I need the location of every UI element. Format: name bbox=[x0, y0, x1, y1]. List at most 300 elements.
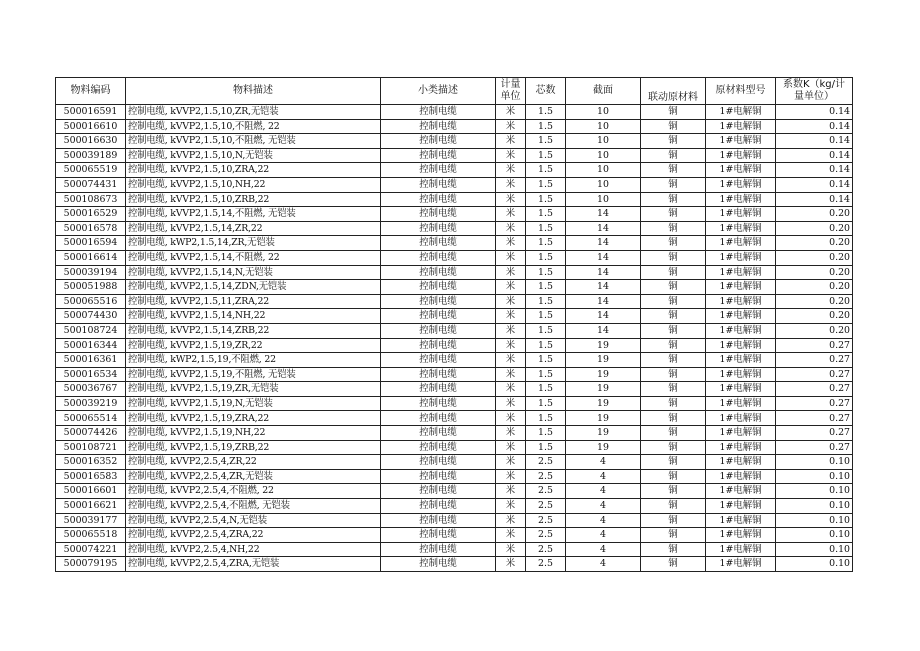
cell-section: 4 bbox=[566, 469, 641, 484]
cell-coef: 0.27 bbox=[776, 440, 853, 455]
cell-link: 铜 bbox=[641, 309, 706, 324]
cell-core: 1.5 bbox=[526, 265, 566, 280]
cell-section: 19 bbox=[566, 440, 641, 455]
cell-sub: 控制电缆 bbox=[381, 557, 496, 572]
header-row bbox=[56, 78, 853, 105]
cell-mat: 1#电解铜 bbox=[706, 323, 776, 338]
table-row bbox=[56, 382, 853, 397]
cell-code: 500074426 bbox=[56, 426, 126, 441]
cell-unit: 米 bbox=[496, 542, 526, 557]
cell-desc: 控制电缆, kVVP2,1.5,19,ZRB,22 bbox=[126, 440, 381, 455]
cell-section: 19 bbox=[566, 353, 641, 368]
cell-desc: 控制电缆, kVVP2,1.5,10,NH,22 bbox=[126, 177, 381, 192]
cell-desc: 控制电缆, kVVP2,1.5,19,ZR,无铠装 bbox=[126, 382, 381, 397]
cell-code: 500108721 bbox=[56, 440, 126, 455]
cell-sub: 控制电缆 bbox=[381, 177, 496, 192]
cell-link: 铜 bbox=[641, 367, 706, 382]
cell-code: 500016352 bbox=[56, 455, 126, 470]
cell-mat: 1#电解铜 bbox=[706, 221, 776, 236]
cell-mat: 1#电解铜 bbox=[706, 250, 776, 265]
cell-unit: 米 bbox=[496, 382, 526, 397]
table-row bbox=[56, 411, 853, 426]
cell-code: 500016529 bbox=[56, 207, 126, 222]
cell-core: 1.5 bbox=[526, 119, 566, 134]
cell-section: 19 bbox=[566, 411, 641, 426]
cell-sub: 控制电缆 bbox=[381, 353, 496, 368]
cell-mat: 1#电解铜 bbox=[706, 265, 776, 280]
cell-section: 4 bbox=[566, 484, 641, 499]
cell-desc: 控制电缆, kVVP2,1.5,14,ZRB,22 bbox=[126, 323, 381, 338]
cell-code: 500065514 bbox=[56, 411, 126, 426]
cell-link: 铜 bbox=[641, 484, 706, 499]
cell-section: 14 bbox=[566, 207, 641, 222]
cell-core: 1.5 bbox=[526, 207, 566, 222]
cell-desc: 控制电缆, kVVP2,1.5,14,不阻燃, 无铠装 bbox=[126, 207, 381, 222]
cell-mat: 1#电解铜 bbox=[706, 440, 776, 455]
cell-mat: 1#电解铜 bbox=[706, 134, 776, 149]
cell-section: 19 bbox=[566, 396, 641, 411]
table-row bbox=[56, 338, 853, 353]
table-row bbox=[56, 426, 853, 441]
cell-mat: 1#电解铜 bbox=[706, 426, 776, 441]
cell-sub: 控制电缆 bbox=[381, 455, 496, 470]
cell-unit: 米 bbox=[496, 163, 526, 178]
cell-coef: 0.14 bbox=[776, 177, 853, 192]
cell-coef: 0.10 bbox=[776, 557, 853, 572]
cell-link: 铜 bbox=[641, 148, 706, 163]
cell-core: 1.5 bbox=[526, 440, 566, 455]
cell-section: 19 bbox=[566, 382, 641, 397]
header-code: 物料编码 bbox=[56, 78, 126, 105]
table-row bbox=[56, 528, 853, 543]
cell-core: 2.5 bbox=[526, 542, 566, 557]
cell-unit: 米 bbox=[496, 134, 526, 149]
cell-desc: 控制电缆, kVVP2,1.5,10,不阻燃, 无铠装 bbox=[126, 134, 381, 149]
cell-link: 铜 bbox=[641, 411, 706, 426]
cell-unit: 米 bbox=[496, 192, 526, 207]
cell-core: 2.5 bbox=[526, 469, 566, 484]
cell-code: 500065516 bbox=[56, 294, 126, 309]
cell-sub: 控制电缆 bbox=[381, 207, 496, 222]
cell-sub: 控制电缆 bbox=[381, 309, 496, 324]
cell-code: 500065519 bbox=[56, 163, 126, 178]
cell-desc: 控制电缆, kVVP2,2.5,4,NH,22 bbox=[126, 542, 381, 557]
cell-coef: 0.27 bbox=[776, 353, 853, 368]
cell-mat: 1#电解铜 bbox=[706, 528, 776, 543]
cell-unit: 米 bbox=[496, 353, 526, 368]
cell-desc: 控制电缆, kVVP2,1.5,19,ZR,22 bbox=[126, 338, 381, 353]
cell-unit: 米 bbox=[496, 265, 526, 280]
cell-desc: 控制电缆, kVVP2,1.5,10,N,无铠装 bbox=[126, 148, 381, 163]
cell-section: 4 bbox=[566, 528, 641, 543]
cell-sub: 控制电缆 bbox=[381, 440, 496, 455]
cell-unit: 米 bbox=[496, 221, 526, 236]
cell-core: 1.5 bbox=[526, 192, 566, 207]
cell-coef: 0.10 bbox=[776, 528, 853, 543]
cell-mat: 1#电解铜 bbox=[706, 557, 776, 572]
cell-link: 铜 bbox=[641, 353, 706, 368]
cell-section: 10 bbox=[566, 119, 641, 134]
cell-unit: 米 bbox=[496, 294, 526, 309]
cell-link: 铜 bbox=[641, 250, 706, 265]
cell-coef: 0.14 bbox=[776, 119, 853, 134]
cell-link: 铜 bbox=[641, 105, 706, 120]
cell-link: 铜 bbox=[641, 396, 706, 411]
table-row bbox=[56, 396, 853, 411]
cell-coef: 0.20 bbox=[776, 221, 853, 236]
cell-coef: 0.10 bbox=[776, 469, 853, 484]
cell-mat: 1#电解铜 bbox=[706, 542, 776, 557]
cell-mat: 1#电解铜 bbox=[706, 338, 776, 353]
cell-link: 铜 bbox=[641, 323, 706, 338]
cell-core: 1.5 bbox=[526, 353, 566, 368]
cell-section: 14 bbox=[566, 323, 641, 338]
table-row bbox=[56, 484, 853, 499]
cell-link: 铜 bbox=[641, 119, 706, 134]
cell-link: 铜 bbox=[641, 134, 706, 149]
cell-coef: 0.10 bbox=[776, 484, 853, 499]
cell-desc: 控制电缆, kVVP2,1.5,19,ZRA,22 bbox=[126, 411, 381, 426]
cell-code: 500074221 bbox=[56, 542, 126, 557]
cell-sub: 控制电缆 bbox=[381, 323, 496, 338]
cell-sub: 控制电缆 bbox=[381, 236, 496, 251]
cell-mat: 1#电解铜 bbox=[706, 382, 776, 397]
cell-coef: 0.27 bbox=[776, 367, 853, 382]
cell-sub: 控制电缆 bbox=[381, 382, 496, 397]
table-row bbox=[56, 367, 853, 382]
cell-code: 500016361 bbox=[56, 353, 126, 368]
cell-unit: 米 bbox=[496, 426, 526, 441]
cell-code: 500051988 bbox=[56, 280, 126, 295]
cell-section: 10 bbox=[566, 148, 641, 163]
cell-code: 500039194 bbox=[56, 265, 126, 280]
table-row bbox=[56, 513, 853, 528]
cell-core: 1.5 bbox=[526, 221, 566, 236]
table-row bbox=[56, 192, 853, 207]
cell-coef: 0.27 bbox=[776, 396, 853, 411]
cell-link: 铜 bbox=[641, 207, 706, 222]
cell-desc: 控制电缆, kVVP2,2.5,4,ZRA,22 bbox=[126, 528, 381, 543]
cell-desc: 控制电缆, kVVP2,1.5,14,ZDN,无铠装 bbox=[126, 280, 381, 295]
cell-code: 500016344 bbox=[56, 338, 126, 353]
cell-unit: 米 bbox=[496, 236, 526, 251]
cell-unit: 米 bbox=[496, 528, 526, 543]
cell-sub: 控制电缆 bbox=[381, 426, 496, 441]
cell-core: 1.5 bbox=[526, 338, 566, 353]
cell-link: 铜 bbox=[641, 236, 706, 251]
cell-link: 铜 bbox=[641, 440, 706, 455]
cell-unit: 米 bbox=[496, 455, 526, 470]
cell-mat: 1#电解铜 bbox=[706, 484, 776, 499]
cell-mat: 1#电解铜 bbox=[706, 163, 776, 178]
cell-section: 4 bbox=[566, 499, 641, 514]
cell-sub: 控制电缆 bbox=[381, 105, 496, 120]
cell-desc: 控制电缆, kVVP2,2.5,4,N,无铠装 bbox=[126, 513, 381, 528]
cell-core: 2.5 bbox=[526, 513, 566, 528]
cell-section: 14 bbox=[566, 280, 641, 295]
cell-desc: 控制电缆, kVVP2,1.5,14,N,无铠装 bbox=[126, 265, 381, 280]
cell-unit: 米 bbox=[496, 207, 526, 222]
cell-coef: 0.20 bbox=[776, 265, 853, 280]
cell-section: 19 bbox=[566, 367, 641, 382]
cell-sub: 控制电缆 bbox=[381, 396, 496, 411]
cell-unit: 米 bbox=[496, 396, 526, 411]
cell-sub: 控制电缆 bbox=[381, 250, 496, 265]
header-section: 截面 bbox=[566, 78, 641, 105]
cell-coef: 0.14 bbox=[776, 105, 853, 120]
cell-sub: 控制电缆 bbox=[381, 163, 496, 178]
cell-code: 500016591 bbox=[56, 105, 126, 120]
header-mat: 原材料型号 bbox=[706, 78, 776, 105]
cell-code: 500016610 bbox=[56, 119, 126, 134]
cell-core: 1.5 bbox=[526, 411, 566, 426]
header-coef-label: 系数K（kg/计量单位） bbox=[782, 79, 846, 102]
header-unit bbox=[496, 78, 526, 105]
table-row bbox=[56, 455, 853, 470]
cell-code: 500039177 bbox=[56, 513, 126, 528]
cell-mat: 1#电解铜 bbox=[706, 353, 776, 368]
table-body bbox=[56, 105, 853, 572]
cell-mat: 1#电解铜 bbox=[706, 280, 776, 295]
cell-section: 4 bbox=[566, 542, 641, 557]
cell-link: 铜 bbox=[641, 163, 706, 178]
cell-unit: 米 bbox=[496, 148, 526, 163]
cell-code: 500079195 bbox=[56, 557, 126, 572]
table-row bbox=[56, 557, 853, 572]
cell-desc: 控制电缆, kVVP2,1.5,10,ZRA,22 bbox=[126, 163, 381, 178]
cell-core: 1.5 bbox=[526, 396, 566, 411]
cell-core: 1.5 bbox=[526, 280, 566, 295]
cell-desc: 控制电缆, kVVP2,1.5,19,NH,22 bbox=[126, 426, 381, 441]
cell-mat: 1#电解铜 bbox=[706, 513, 776, 528]
cell-code: 500016614 bbox=[56, 250, 126, 265]
cell-section: 14 bbox=[566, 250, 641, 265]
cell-core: 2.5 bbox=[526, 499, 566, 514]
cell-unit: 米 bbox=[496, 280, 526, 295]
cell-link: 铜 bbox=[641, 469, 706, 484]
cell-sub: 控制电缆 bbox=[381, 499, 496, 514]
cell-code: 500036767 bbox=[56, 382, 126, 397]
cell-section: 10 bbox=[566, 105, 641, 120]
cell-mat: 1#电解铜 bbox=[706, 207, 776, 222]
cell-link: 铜 bbox=[641, 542, 706, 557]
cell-desc: 控制电缆, kWP2,1.5,19,不阻燃, 22 bbox=[126, 353, 381, 368]
cell-link: 铜 bbox=[641, 265, 706, 280]
material-table bbox=[55, 77, 853, 572]
cell-coef: 0.14 bbox=[776, 148, 853, 163]
cell-sub: 控制电缆 bbox=[381, 221, 496, 236]
cell-link: 铜 bbox=[641, 192, 706, 207]
table-row bbox=[56, 221, 853, 236]
cell-desc: 控制电缆, kVVP2,1.5,19,不阻燃, 无铠装 bbox=[126, 367, 381, 382]
cell-link: 铜 bbox=[641, 280, 706, 295]
cell-core: 2.5 bbox=[526, 557, 566, 572]
header-desc: 物料描述 bbox=[126, 78, 381, 105]
cell-section: 14 bbox=[566, 236, 641, 251]
cell-section: 19 bbox=[566, 338, 641, 353]
cell-desc: 控制电缆, kVVP2,1.5,14,ZR,22 bbox=[126, 221, 381, 236]
cell-sub: 控制电缆 bbox=[381, 513, 496, 528]
table-row bbox=[56, 250, 853, 265]
cell-section: 14 bbox=[566, 294, 641, 309]
cell-desc: 控制电缆, kWP2,1.5,14,ZR,无铠装 bbox=[126, 236, 381, 251]
header-core: 芯数 bbox=[526, 78, 566, 105]
cell-link: 铜 bbox=[641, 455, 706, 470]
cell-core: 1.5 bbox=[526, 236, 566, 251]
cell-mat: 1#电解铜 bbox=[706, 309, 776, 324]
cell-code: 500016534 bbox=[56, 367, 126, 382]
cell-coef: 0.27 bbox=[776, 426, 853, 441]
table-row bbox=[56, 265, 853, 280]
cell-mat: 1#电解铜 bbox=[706, 294, 776, 309]
cell-desc: 控制电缆, kVVP2,1.5,10,ZRB,22 bbox=[126, 192, 381, 207]
cell-section: 10 bbox=[566, 177, 641, 192]
cell-core: 1.5 bbox=[526, 163, 566, 178]
cell-code: 500108724 bbox=[56, 323, 126, 338]
cell-unit: 米 bbox=[496, 484, 526, 499]
cell-section: 4 bbox=[566, 513, 641, 528]
cell-code: 500016621 bbox=[56, 499, 126, 514]
cell-mat: 1#电解铜 bbox=[706, 367, 776, 382]
cell-coef: 0.20 bbox=[776, 309, 853, 324]
cell-core: 1.5 bbox=[526, 323, 566, 338]
cell-code: 500108673 bbox=[56, 192, 126, 207]
cell-mat: 1#电解铜 bbox=[706, 119, 776, 134]
cell-link: 铜 bbox=[641, 426, 706, 441]
cell-sub: 控制电缆 bbox=[381, 542, 496, 557]
cell-link: 铜 bbox=[641, 499, 706, 514]
cell-mat: 1#电解铜 bbox=[706, 105, 776, 120]
cell-desc: 控制电缆, kVVP2,1.5,14,不阻燃, 22 bbox=[126, 250, 381, 265]
table-row bbox=[56, 163, 853, 178]
cell-sub: 控制电缆 bbox=[381, 469, 496, 484]
header-link: 联动原材料 bbox=[641, 78, 706, 105]
table-row bbox=[56, 105, 853, 120]
cell-desc: 控制电缆, kVVP2,2.5,4,ZRA,无铠装 bbox=[126, 557, 381, 572]
cell-mat: 1#电解铜 bbox=[706, 236, 776, 251]
cell-code: 500016601 bbox=[56, 484, 126, 499]
table-row bbox=[56, 148, 853, 163]
table-row bbox=[56, 440, 853, 455]
cell-core: 2.5 bbox=[526, 528, 566, 543]
table-row bbox=[56, 207, 853, 222]
cell-coef: 0.20 bbox=[776, 280, 853, 295]
cell-core: 1.5 bbox=[526, 382, 566, 397]
cell-unit: 米 bbox=[496, 513, 526, 528]
cell-coef: 0.27 bbox=[776, 411, 853, 426]
cell-code: 500016578 bbox=[56, 221, 126, 236]
cell-core: 2.5 bbox=[526, 455, 566, 470]
cell-code: 500074430 bbox=[56, 309, 126, 324]
cell-unit: 米 bbox=[496, 557, 526, 572]
cell-unit: 米 bbox=[496, 469, 526, 484]
cell-desc: 控制电缆, kVVP2,1.5,19,N,无铠装 bbox=[126, 396, 381, 411]
cell-link: 铜 bbox=[641, 382, 706, 397]
cell-desc: 控制电缆, kVVP2,1.5,10,ZR,无铠装 bbox=[126, 105, 381, 120]
cell-mat: 1#电解铜 bbox=[706, 192, 776, 207]
header-unit-label: 计量单位 bbox=[500, 79, 521, 102]
cell-mat: 1#电解铜 bbox=[706, 396, 776, 411]
cell-sub: 控制电缆 bbox=[381, 484, 496, 499]
cell-unit: 米 bbox=[496, 367, 526, 382]
cell-coef: 0.14 bbox=[776, 192, 853, 207]
cell-code: 500016583 bbox=[56, 469, 126, 484]
cell-section: 4 bbox=[566, 557, 641, 572]
cell-desc: 控制电缆, kVVP2,1.5,14,NH,22 bbox=[126, 309, 381, 324]
table-row bbox=[56, 119, 853, 134]
cell-core: 1.5 bbox=[526, 294, 566, 309]
cell-core: 1.5 bbox=[526, 367, 566, 382]
cell-sub: 控制电缆 bbox=[381, 294, 496, 309]
cell-section: 10 bbox=[566, 163, 641, 178]
cell-coef: 0.20 bbox=[776, 323, 853, 338]
header-sub: 小类描述 bbox=[381, 78, 496, 105]
table-row bbox=[56, 353, 853, 368]
cell-sub: 控制电缆 bbox=[381, 367, 496, 382]
cell-coef: 0.14 bbox=[776, 163, 853, 178]
table-row bbox=[56, 294, 853, 309]
cell-core: 1.5 bbox=[526, 426, 566, 441]
cell-desc: 控制电缆, kVVP2,1.5,11,ZRA,22 bbox=[126, 294, 381, 309]
cell-link: 铜 bbox=[641, 294, 706, 309]
cell-section: 10 bbox=[566, 134, 641, 149]
cell-sub: 控制电缆 bbox=[381, 280, 496, 295]
cell-mat: 1#电解铜 bbox=[706, 177, 776, 192]
cell-code: 500074431 bbox=[56, 177, 126, 192]
cell-unit: 米 bbox=[496, 411, 526, 426]
cell-core: 2.5 bbox=[526, 484, 566, 499]
cell-unit: 米 bbox=[496, 250, 526, 265]
cell-sub: 控制电缆 bbox=[381, 134, 496, 149]
cell-mat: 1#电解铜 bbox=[706, 455, 776, 470]
table-row bbox=[56, 499, 853, 514]
cell-unit: 米 bbox=[496, 105, 526, 120]
cell-unit: 米 bbox=[496, 309, 526, 324]
cell-section: 14 bbox=[566, 265, 641, 280]
cell-code: 500016630 bbox=[56, 134, 126, 149]
cell-desc: 控制电缆, kVVP2,1.5,10,不阻燃, 22 bbox=[126, 119, 381, 134]
cell-section: 10 bbox=[566, 192, 641, 207]
cell-sub: 控制电缆 bbox=[381, 265, 496, 280]
cell-core: 1.5 bbox=[526, 309, 566, 324]
cell-mat: 1#电解铜 bbox=[706, 411, 776, 426]
table-row bbox=[56, 542, 853, 557]
table-row bbox=[56, 236, 853, 251]
cell-coef: 0.20 bbox=[776, 294, 853, 309]
cell-coef: 0.27 bbox=[776, 382, 853, 397]
cell-unit: 米 bbox=[496, 177, 526, 192]
cell-code: 500065518 bbox=[56, 528, 126, 543]
cell-link: 铜 bbox=[641, 528, 706, 543]
cell-section: 4 bbox=[566, 455, 641, 470]
cell-section: 19 bbox=[566, 426, 641, 441]
cell-sub: 控制电缆 bbox=[381, 411, 496, 426]
cell-core: 1.5 bbox=[526, 134, 566, 149]
cell-core: 1.5 bbox=[526, 177, 566, 192]
cell-coef: 0.10 bbox=[776, 542, 853, 557]
table-row bbox=[56, 469, 853, 484]
cell-core: 1.5 bbox=[526, 105, 566, 120]
cell-coef: 0.20 bbox=[776, 236, 853, 251]
table-row bbox=[56, 280, 853, 295]
cell-code: 500039189 bbox=[56, 148, 126, 163]
table-row bbox=[56, 323, 853, 338]
cell-section: 14 bbox=[566, 221, 641, 236]
cell-core: 1.5 bbox=[526, 250, 566, 265]
cell-link: 铜 bbox=[641, 177, 706, 192]
cell-desc: 控制电缆, kVVP2,2.5,4,ZR,无铠装 bbox=[126, 469, 381, 484]
cell-coef: 0.20 bbox=[776, 250, 853, 265]
